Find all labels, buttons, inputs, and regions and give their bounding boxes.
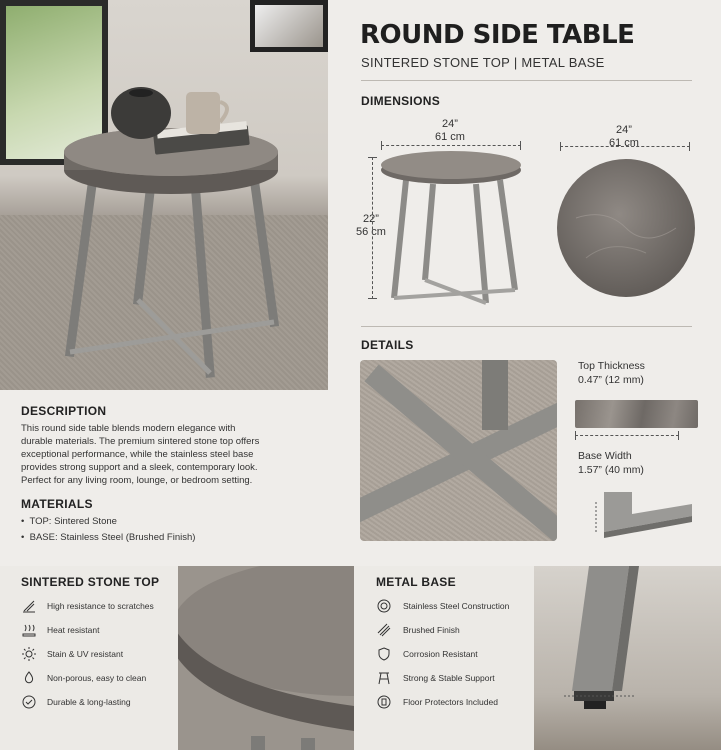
- page-subtitle: SINTERED STONE TOP | METAL BASE: [361, 55, 605, 70]
- material-item-base: • BASE: Stainless Steel (Brushed Finish): [21, 532, 196, 543]
- material-item-top: • TOP: Sintered Stone: [21, 516, 117, 527]
- stone-feature: Heat resistant: [47, 625, 100, 635]
- diameter-label: 24” 61 cm: [609, 124, 639, 149]
- sun-icon: [22, 647, 36, 661]
- stone-top-heading: SINTERED STONE TOP: [21, 575, 160, 589]
- divider: [361, 80, 692, 81]
- top-view-illustration: [556, 158, 696, 298]
- divider: [361, 326, 692, 327]
- heat-icon: [22, 623, 36, 637]
- stone-feature: High resistance to scratches: [47, 601, 154, 611]
- hero-photo: [0, 0, 328, 390]
- diameter-dimension-line: [560, 146, 690, 147]
- drop-icon: [22, 671, 36, 685]
- table-illustration: [0, 0, 328, 390]
- dimensions-heading: DIMENSIONS: [361, 94, 441, 108]
- metal-feature: Strong & Stable Support: [403, 673, 495, 683]
- shield-icon: [377, 647, 391, 661]
- metal-base-heading: METAL BASE: [376, 575, 456, 589]
- stone-feature: Durable & long-lasting: [47, 697, 131, 707]
- stone-feature: Stain & UV resistant: [47, 649, 124, 659]
- description-heading: DESCRIPTION: [21, 404, 107, 418]
- base-width-swatch: [592, 492, 699, 544]
- steel-icon: [377, 599, 391, 613]
- scratch-icon: [22, 599, 36, 613]
- width-dimension-line: [381, 145, 521, 146]
- thickness-dimension-line: [575, 435, 679, 436]
- height-dimension-line: [372, 157, 373, 299]
- base-detail-photo: [360, 360, 557, 541]
- metal-feature: Brushed Finish: [403, 625, 460, 635]
- metal-feature: Floor Protectors Included: [403, 697, 498, 707]
- width-label: 24” 61 cm: [435, 118, 465, 143]
- leg-detail-photo: [534, 566, 721, 750]
- support-icon: [377, 671, 391, 685]
- stone-edge-photo: [178, 566, 354, 750]
- check-icon: [22, 695, 36, 709]
- thickness-swatch: [575, 400, 698, 428]
- brush-icon: [377, 623, 391, 637]
- page-title: ROUND SIDE TABLE: [360, 20, 635, 50]
- protector-icon: [377, 695, 391, 709]
- base-width-label: Base Width 1.57” (40 mm): [578, 450, 644, 476]
- metal-feature: Corrosion Resistant: [403, 649, 478, 659]
- materials-heading: MATERIALS: [21, 497, 93, 511]
- height-label: 22” 56 cm: [356, 213, 386, 238]
- details-heading: DETAILS: [361, 338, 414, 352]
- thickness-label: Top Thickness 0.47” (12 mm): [578, 360, 645, 386]
- stone-feature: Non-porous, easy to clean: [47, 673, 147, 683]
- metal-feature: Stainless Steel Construction: [403, 601, 510, 611]
- description-text: This round side table blends modern elegance with durable materials. The premium sintered stone top offers exceptional performance, while the stainless steel base provides strong support and a sleek, contemporary look. Perfect for any living room, lounge, or bedroom setting.: [21, 423, 260, 486]
- side-view-illustration: [378, 150, 526, 308]
